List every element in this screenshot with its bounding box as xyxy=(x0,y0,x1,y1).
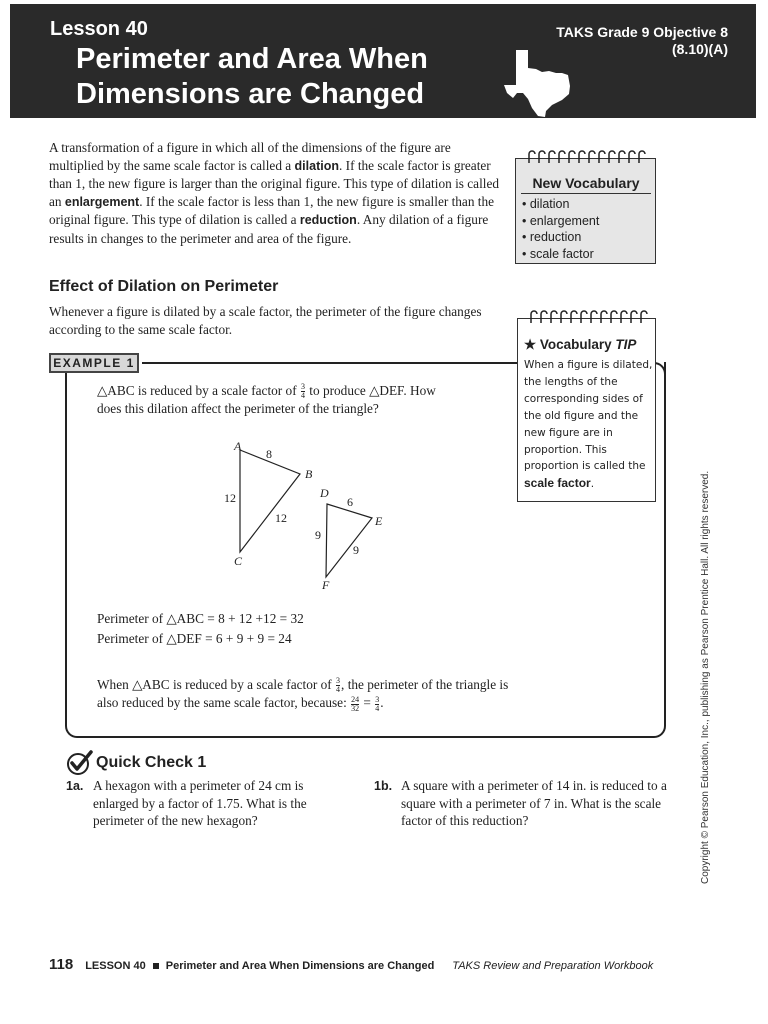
square-bullet-icon xyxy=(153,963,159,969)
example-question xyxy=(97,382,497,418)
quick-check-title xyxy=(66,750,206,776)
footer-title: Perimeter and Area When Dimensions are Changed xyxy=(165,960,435,972)
quick-check-label: Quick Check 1 xyxy=(96,754,207,771)
term-enlargement: enlargement xyxy=(64,194,140,209)
side-df: 9 xyxy=(315,528,321,542)
intro-text-4: . Any dilation of a figure results in changes to the perimeter and area of the figure. xyxy=(49,212,489,246)
notebook-spiral-icon xyxy=(526,309,651,327)
perimeter-abc: Perimeter of △ABC = 8 + 12 +12 = 32 xyxy=(97,611,304,626)
intro-text-3: . If the scale factor is less than 1, the new figure is smaller than the original figure. This type of dilation is called a xyxy=(49,193,495,227)
notebook-spiral-icon xyxy=(524,149,649,167)
star-icon: ★ xyxy=(524,337,537,352)
vocabulary-item: • enlargement xyxy=(522,213,600,228)
texas-state-icon xyxy=(502,48,576,118)
vocabulary-item: • reduction xyxy=(522,230,582,244)
vocabulary-title: New Vocabulary xyxy=(521,175,651,194)
scale-factor-fraction xyxy=(301,383,305,400)
fraction-denominator: 4 xyxy=(375,703,380,713)
tip-end: . xyxy=(590,478,595,491)
vocabulary-tip-box xyxy=(517,318,656,502)
taks-objective xyxy=(556,24,728,58)
question-1b-number: 1b. xyxy=(374,779,393,793)
intro-text-1: A transformation of a figure in which all of the dimensions of the figure are multiplied by the same scale factor is called a xyxy=(49,140,451,173)
intro-paragraph xyxy=(49,139,501,247)
perimeter-ratio-fraction xyxy=(351,696,359,713)
side-ab: 8 xyxy=(266,447,272,461)
conclusion-line2: also reduced by the same scale factor, because: xyxy=(97,695,351,711)
vertex-e: E xyxy=(375,514,383,528)
vocabulary-list xyxy=(522,196,599,262)
footer-lesson: LESSON 40 xyxy=(85,960,146,972)
perimeter-def: Perimeter of △DEF = 6 + 9 + 9 = 24 xyxy=(97,631,292,646)
triangle-def xyxy=(326,504,372,577)
vertex-a: A xyxy=(234,439,242,453)
tip-body: When a figure is dilated, the lengths of the corresponding sides of the old figure and the new figure are in proportion. This proportion is called the xyxy=(524,359,653,473)
example-conclusion xyxy=(97,676,577,713)
page-footer xyxy=(49,956,653,973)
fraction-numerator: 24 xyxy=(351,694,360,704)
vocabulary-item: • scale factor xyxy=(522,246,594,261)
tip-title-a: Vocabulary xyxy=(539,337,616,352)
side-de: 6 xyxy=(347,495,353,509)
lesson-number: Lesson 40 xyxy=(50,18,148,40)
checkmark-icon xyxy=(66,750,94,776)
new-vocabulary-box xyxy=(515,158,656,264)
intro-text-2: . If the scale factor is greater than 1, the new figure is larger than the original figure. This type of dilation is called an xyxy=(49,157,500,209)
side-ef: 9 xyxy=(353,543,359,557)
question-text-a: △ABC is reduced by a scale factor of xyxy=(97,383,300,398)
vertex-c: C xyxy=(234,554,243,568)
copyright-notice: Copyright © Pearson Education, Inc., publishing as Pearson Prentice Hall. All rights reserved. xyxy=(700,470,711,884)
vocabulary-tip-title xyxy=(524,337,636,353)
equals-sign: = xyxy=(360,695,375,711)
scale-factor-fraction xyxy=(375,696,379,713)
fraction-denominator: 32 xyxy=(351,703,360,713)
conclusion-end: . xyxy=(380,695,384,711)
term-reduction: reduction xyxy=(299,213,357,227)
triangle-abc xyxy=(240,450,300,552)
question-1a-text: A hexagon with a perimeter of 24 cm is enlarged by a factor of 1.75. What is the perimeter of the new hexagon? xyxy=(93,778,307,828)
vertex-f: F xyxy=(322,578,330,592)
question-1a-number: 1a. xyxy=(66,779,84,793)
vertex-b: B xyxy=(305,467,313,481)
fraction-numerator: 3 xyxy=(336,676,341,686)
objective-line1: TAKS Grade 9 Objective 8 xyxy=(556,24,728,40)
vocabulary-tip-text xyxy=(524,357,654,493)
side-ac: 12 xyxy=(224,491,236,505)
vertex-d: D xyxy=(320,486,329,500)
fraction-numerator: 3 xyxy=(375,694,380,704)
fraction-numerator: 3 xyxy=(300,382,305,392)
vocabulary-item: • dilation xyxy=(522,197,570,211)
fraction-denominator: 4 xyxy=(336,685,341,695)
question-text-b: to produce △DEF. How xyxy=(305,383,436,398)
question-1b-text: A square with a perimeter of 14 in. is reduced to a square with a perimeter of 7 in. What is the scale factor of this reduction? xyxy=(401,778,667,828)
fraction-denominator: 4 xyxy=(300,391,305,401)
conclusion-text-a: When △ABC is reduced by a scale factor of xyxy=(97,677,336,692)
triangle-diagram xyxy=(200,432,400,600)
objective-line2: (8.10)(A) xyxy=(671,41,728,57)
lesson-title-line2: Dimensions are Changed xyxy=(76,78,425,110)
tip-title-b: TIP xyxy=(615,337,637,352)
lesson-header xyxy=(10,4,756,118)
section-title: Effect of Dilation on Perimeter xyxy=(49,278,279,295)
side-bc: 12 xyxy=(275,511,287,525)
section-text: Whenever a figure is dilated by a scale factor, the perimeter of the figure changes according to the same scale factor. xyxy=(49,304,482,337)
example-label: EXAMPLE 1 xyxy=(49,353,139,373)
scale-factor-fraction xyxy=(336,677,340,694)
lesson-title xyxy=(76,42,428,112)
page-number: 118 xyxy=(49,956,74,973)
lesson-title-line1: Perimeter and Area When xyxy=(76,43,428,75)
term-dilation: dilation xyxy=(294,158,339,173)
footer-book-title: TAKS Review and Preparation Workbook xyxy=(452,960,654,972)
question-line2: does this dilation affect the perimeter of the triangle? xyxy=(97,401,379,417)
tip-term: scale factor xyxy=(524,476,591,491)
conclusion-text-b: , the perimeter of the triangle is xyxy=(341,677,509,692)
